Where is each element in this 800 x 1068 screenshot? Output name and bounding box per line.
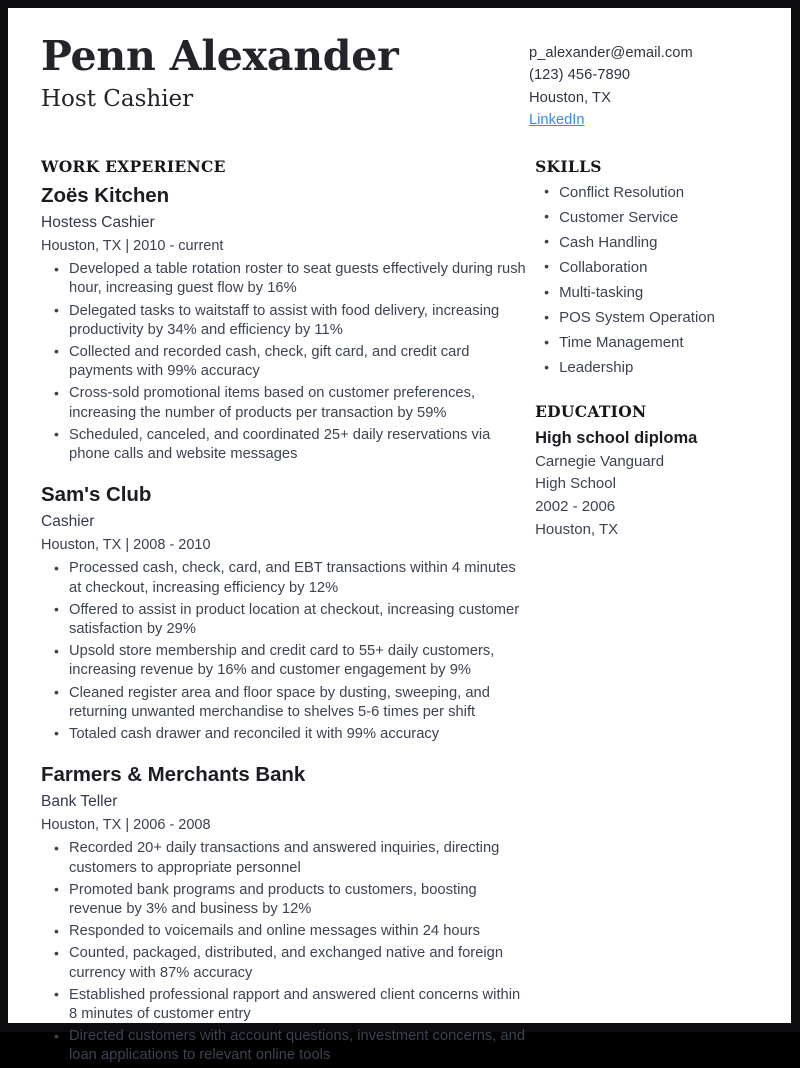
job-bullet: • Processed cash, check, card, and EBT transactions within 4 minutes at checkout, increasing efficiency by 12% bbox=[41, 559, 527, 597]
skill-item: • Customer Service bbox=[535, 208, 761, 228]
job-location-dates: Houston, TX | 2006 - 2008 bbox=[41, 817, 211, 834]
skill-item: • Cash Handling bbox=[535, 233, 761, 253]
section-title-skills: SKILLS bbox=[535, 156, 602, 176]
job-location-dates: Houston, TX | 2010 - current bbox=[41, 237, 224, 254]
job-bullet-list bbox=[41, 839, 527, 1065]
section-title-education: EDUCATION bbox=[535, 402, 647, 422]
education-school-line-1: Carnegie Vanguard bbox=[535, 452, 665, 470]
linkedin-link[interactable]: LinkedIn bbox=[529, 112, 585, 129]
job-bullet: • Scheduled, canceled, and coordinated 25+ daily reservations via phone calls and website messages bbox=[41, 426, 527, 464]
job-bullet: • Collected and recorded cash, check, gift card, and credit card payments with 99% accuracy bbox=[41, 343, 527, 381]
job-bullet: • Offered to assist in product location at checkout, increasing customer satisfaction by 29% bbox=[41, 601, 527, 639]
job-bullet: • Developed a table rotation roster to seat guests effectively during rush hour, increasing guest flow by 16% bbox=[41, 260, 527, 298]
resume-header bbox=[41, 34, 761, 132]
education-section bbox=[535, 402, 761, 540]
job-entry bbox=[41, 482, 527, 744]
skill-item: • Time Management bbox=[535, 333, 761, 353]
resume-body bbox=[41, 157, 761, 1068]
side-column bbox=[535, 157, 761, 1068]
job-location-dates: Houston, TX | 2008 - 2010 bbox=[41, 537, 211, 554]
skill-item: • Conflict Resolution bbox=[535, 183, 761, 203]
skills-section bbox=[535, 157, 761, 378]
job-bullet: • Responded to voicemails and online messages within 24 hours bbox=[41, 922, 527, 941]
contact-email[interactable]: p_alexander@email.com bbox=[529, 45, 693, 61]
contact-phone[interactable]: (123) 456-7890 bbox=[529, 67, 631, 84]
contact-location: Houston, TX bbox=[529, 89, 611, 106]
job-bullet: • Recorded 20+ daily transactions and answered inquiries, directing customers to appropriate personnel bbox=[41, 839, 527, 877]
resume-page bbox=[8, 8, 791, 1064]
job-bullet: • Promoted bank programs and products to customers, boosting revenue by 3% and business by 12% bbox=[41, 881, 527, 919]
main-column bbox=[41, 157, 527, 1068]
job-company: Farmers & Merchants Bank bbox=[41, 763, 306, 787]
education-degree: High school diploma bbox=[535, 429, 698, 448]
job-company: Zoës Kitchen bbox=[41, 183, 170, 207]
contact-info bbox=[529, 34, 761, 132]
education-school-line-2: High School bbox=[535, 475, 616, 493]
job-bullet: • Counted, packaged, distributed, and exchanged native and foreign currency with 87% accuracy bbox=[41, 944, 527, 982]
candidate-job-title: Host Cashier bbox=[41, 85, 194, 112]
job-bullet: • Cleaned register area and floor space by dusting, sweeping, and returning unwanted merchandise to shelves 5-6 times per shift bbox=[41, 684, 527, 722]
job-entry bbox=[41, 762, 527, 1065]
skill-list bbox=[535, 183, 761, 378]
job-bullet-list bbox=[41, 559, 527, 744]
job-entry bbox=[41, 183, 527, 464]
job-bullet: • Cross-sold promotional items based on customer preferences, increasing the number of products per transaction by 59% bbox=[41, 384, 527, 422]
job-company: Sam's Club bbox=[41, 483, 152, 507]
education-location: Houston, TX bbox=[535, 520, 619, 538]
job-bullet: • Totaled cash drawer and reconciled it with 99% accuracy bbox=[41, 725, 527, 744]
skill-item: • POS System Operation bbox=[535, 308, 761, 328]
job-role: Hostess Cashier bbox=[41, 213, 155, 231]
skill-item: • Multi-tasking bbox=[535, 283, 761, 303]
education-years: 2002 - 2006 bbox=[535, 497, 616, 515]
job-bullet-list bbox=[41, 260, 527, 464]
job-role: Bank Teller bbox=[41, 792, 118, 810]
section-title-work-experience: WORK EXPERIENCE bbox=[41, 156, 226, 176]
candidate-name: Penn Alexander bbox=[41, 32, 399, 80]
job-bullet: • Established professional rapport and answered client concerns within 8 minutes of customer entry bbox=[41, 986, 527, 1024]
job-bullet: • Directed customers with account questions, investment concerns, and loan applications to relevant online tools bbox=[41, 1027, 527, 1065]
job-role: Cashier bbox=[41, 512, 95, 530]
identity-block bbox=[41, 34, 399, 112]
skill-item: • Leadership bbox=[535, 358, 761, 378]
skill-item: • Collaboration bbox=[535, 258, 761, 278]
job-bullet: • Upsold store membership and credit card to 55+ daily customers, increasing revenue by 16% and customer engagement by 9% bbox=[41, 642, 527, 680]
job-bullet: • Delegated tasks to waitstaff to assist with food delivery, increasing productivity by 34% and efficiency by 11% bbox=[41, 302, 527, 340]
